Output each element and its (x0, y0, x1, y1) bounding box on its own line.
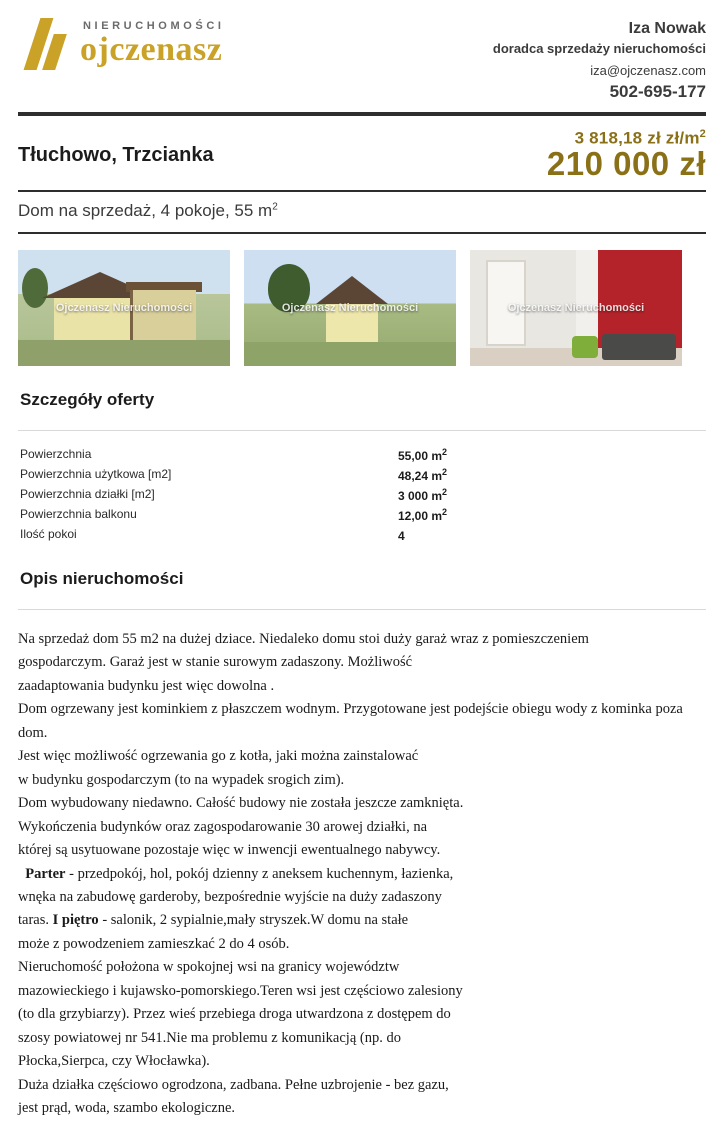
description-line: Jest więc możliwość ogrzewania go z kotła, jaki można zainstalować (18, 748, 419, 765)
table-row (18, 505, 706, 525)
description-line: Na sprzedaż dom 55 m2 na dużej dziace. Niedaleko domu stoi duży garaż wraz z pomieszczeniem (18, 630, 589, 647)
description-divider (18, 609, 706, 610)
description-line: Dom ogrzewany jest kominkiem z płaszczem wodnym. Przygotowane jest podejście obiegu wody z kominka poza dom. (18, 701, 683, 741)
details-section-title: Szczegóły oferty (20, 389, 155, 409)
logo-text (80, 14, 225, 66)
description-line: Wykończenia budynków oraz zagospodarowanie 30 arowej działki, na (18, 818, 428, 835)
table-row (18, 445, 706, 465)
table-row (18, 525, 706, 545)
listing-subtitle: Dom na sprzedaż, 4 pokoje, 55 $m^2$ (18, 200, 278, 220)
description-line: (to dla grzybiarzy). Przez wieś przebiega droga utwardzona z dostępem do (18, 1006, 451, 1023)
description-line: jest prąd, woda, szambo ekologiczne. (18, 1100, 236, 1117)
description-line: której są usytuowane pozostaje więc w inwencji ewentualnego nabywcy. (18, 842, 441, 859)
detail-value: 12,00 $m^2$ (398, 506, 448, 523)
detail-value: 55,00 $m^2$ (398, 446, 448, 463)
details-table (18, 445, 706, 545)
logo-title: ojczenasz (80, 31, 223, 68)
detail-value: 3 000 $m^2$ (398, 486, 448, 503)
floor-label-parter: Parter (25, 865, 66, 882)
description-line: Nieruchomość położona w spokojnej wsi na granicy województw (18, 959, 400, 976)
agent-name: Iza Nowak (628, 20, 706, 37)
agent-role: doradca sprzedaży nieruchomości (492, 41, 706, 56)
listing-photo[interactable] (18, 250, 230, 366)
price-total: 210 000 zł (546, 144, 706, 182)
description-line: wnęka na zabudowę garderoby, bezpośrednie wyjście na duży zadaszony (18, 888, 442, 905)
listing-photo[interactable] (470, 250, 682, 366)
floor-label-pietro: I piętro (52, 912, 99, 929)
detail-label: Powierzchnia działki [m2] (20, 486, 155, 501)
description-line: szosy powiatowej nr 541.Nie ma problemu z komunikacją (np. do (18, 1029, 401, 1046)
photo-gallery (18, 234, 706, 366)
detail-label: Powierzchnia balkonu (20, 506, 137, 521)
detail-value: 48,24 $m^2$ (398, 466, 448, 483)
page-title: Tłuchowo, Trzcianka (18, 144, 214, 166)
price-block (547, 128, 706, 180)
description-line: może z powodzeniem zamieszkać 2 do 4 osób. (18, 935, 290, 952)
logo-mark-icon (18, 14, 76, 76)
description-body (18, 628, 706, 1121)
description-line: gospodarczym. Garaż jest w stanie surowym zadaszony. Możliwość (18, 654, 413, 671)
page-header (18, 0, 706, 102)
detail-label: Ilość pokoi (20, 526, 77, 541)
description-line: Płocka,Sierpca, czy Włocławka). (18, 1053, 210, 1070)
logo-subtitle: NIERUCHOMOŚCI (83, 20, 225, 32)
detail-label: Powierzchnia (20, 446, 92, 461)
company-logo (18, 14, 225, 76)
listing-photo[interactable] (244, 250, 456, 366)
detail-label: Powierzchnia użytkowa [m2] (20, 466, 172, 481)
price-per-square-meter: 3 818,18 zł $zł/m^2$ (574, 128, 706, 148)
description-line: Duża działka częściowo ogrodzona, zadbana. Pełne uzbrojenie - bez gazu, (18, 1076, 449, 1093)
description-line: w budynku gospodarczym (to na wypadek srogich zim). (18, 771, 345, 788)
photo-watermark: Ojczenasz Nieruchomości (281, 301, 419, 314)
description-line: mazowieckiego i kujawsko-pomorskiego.Teren wsi jest częściowo zalesiony (18, 982, 463, 999)
description-line: Dom wybudowany niedawno. Całość budowy nie została jeszcze zamknięta. (18, 795, 464, 812)
title-price-row (18, 116, 706, 190)
description-line: zaadaptowania budynku jest więc dowolna . (18, 677, 275, 694)
table-row (18, 465, 706, 485)
description-section-title: Opis nieruchomości (20, 568, 184, 588)
table-row (18, 485, 706, 505)
photo-watermark: Ojczenasz Nieruchomości (55, 301, 193, 314)
detail-value: 4 (398, 528, 405, 543)
agent-email[interactable]: iza@ojczenasz.com (590, 63, 706, 78)
agent-phone[interactable]: 502-695-177 (609, 82, 706, 101)
description-floors-line: Parter - przedpokój, hol, pokój dzienny z aneksem kuchennym, łazienka, (25, 865, 454, 882)
details-divider (18, 430, 706, 431)
description-floors-line: taras. I piętro - salonik, 2 sypialnie,mały stryszek.W domu na stałe (18, 912, 409, 929)
photo-watermark: Ojczenasz Nieruchomości (507, 301, 645, 314)
agent-contact-block (493, 14, 706, 102)
